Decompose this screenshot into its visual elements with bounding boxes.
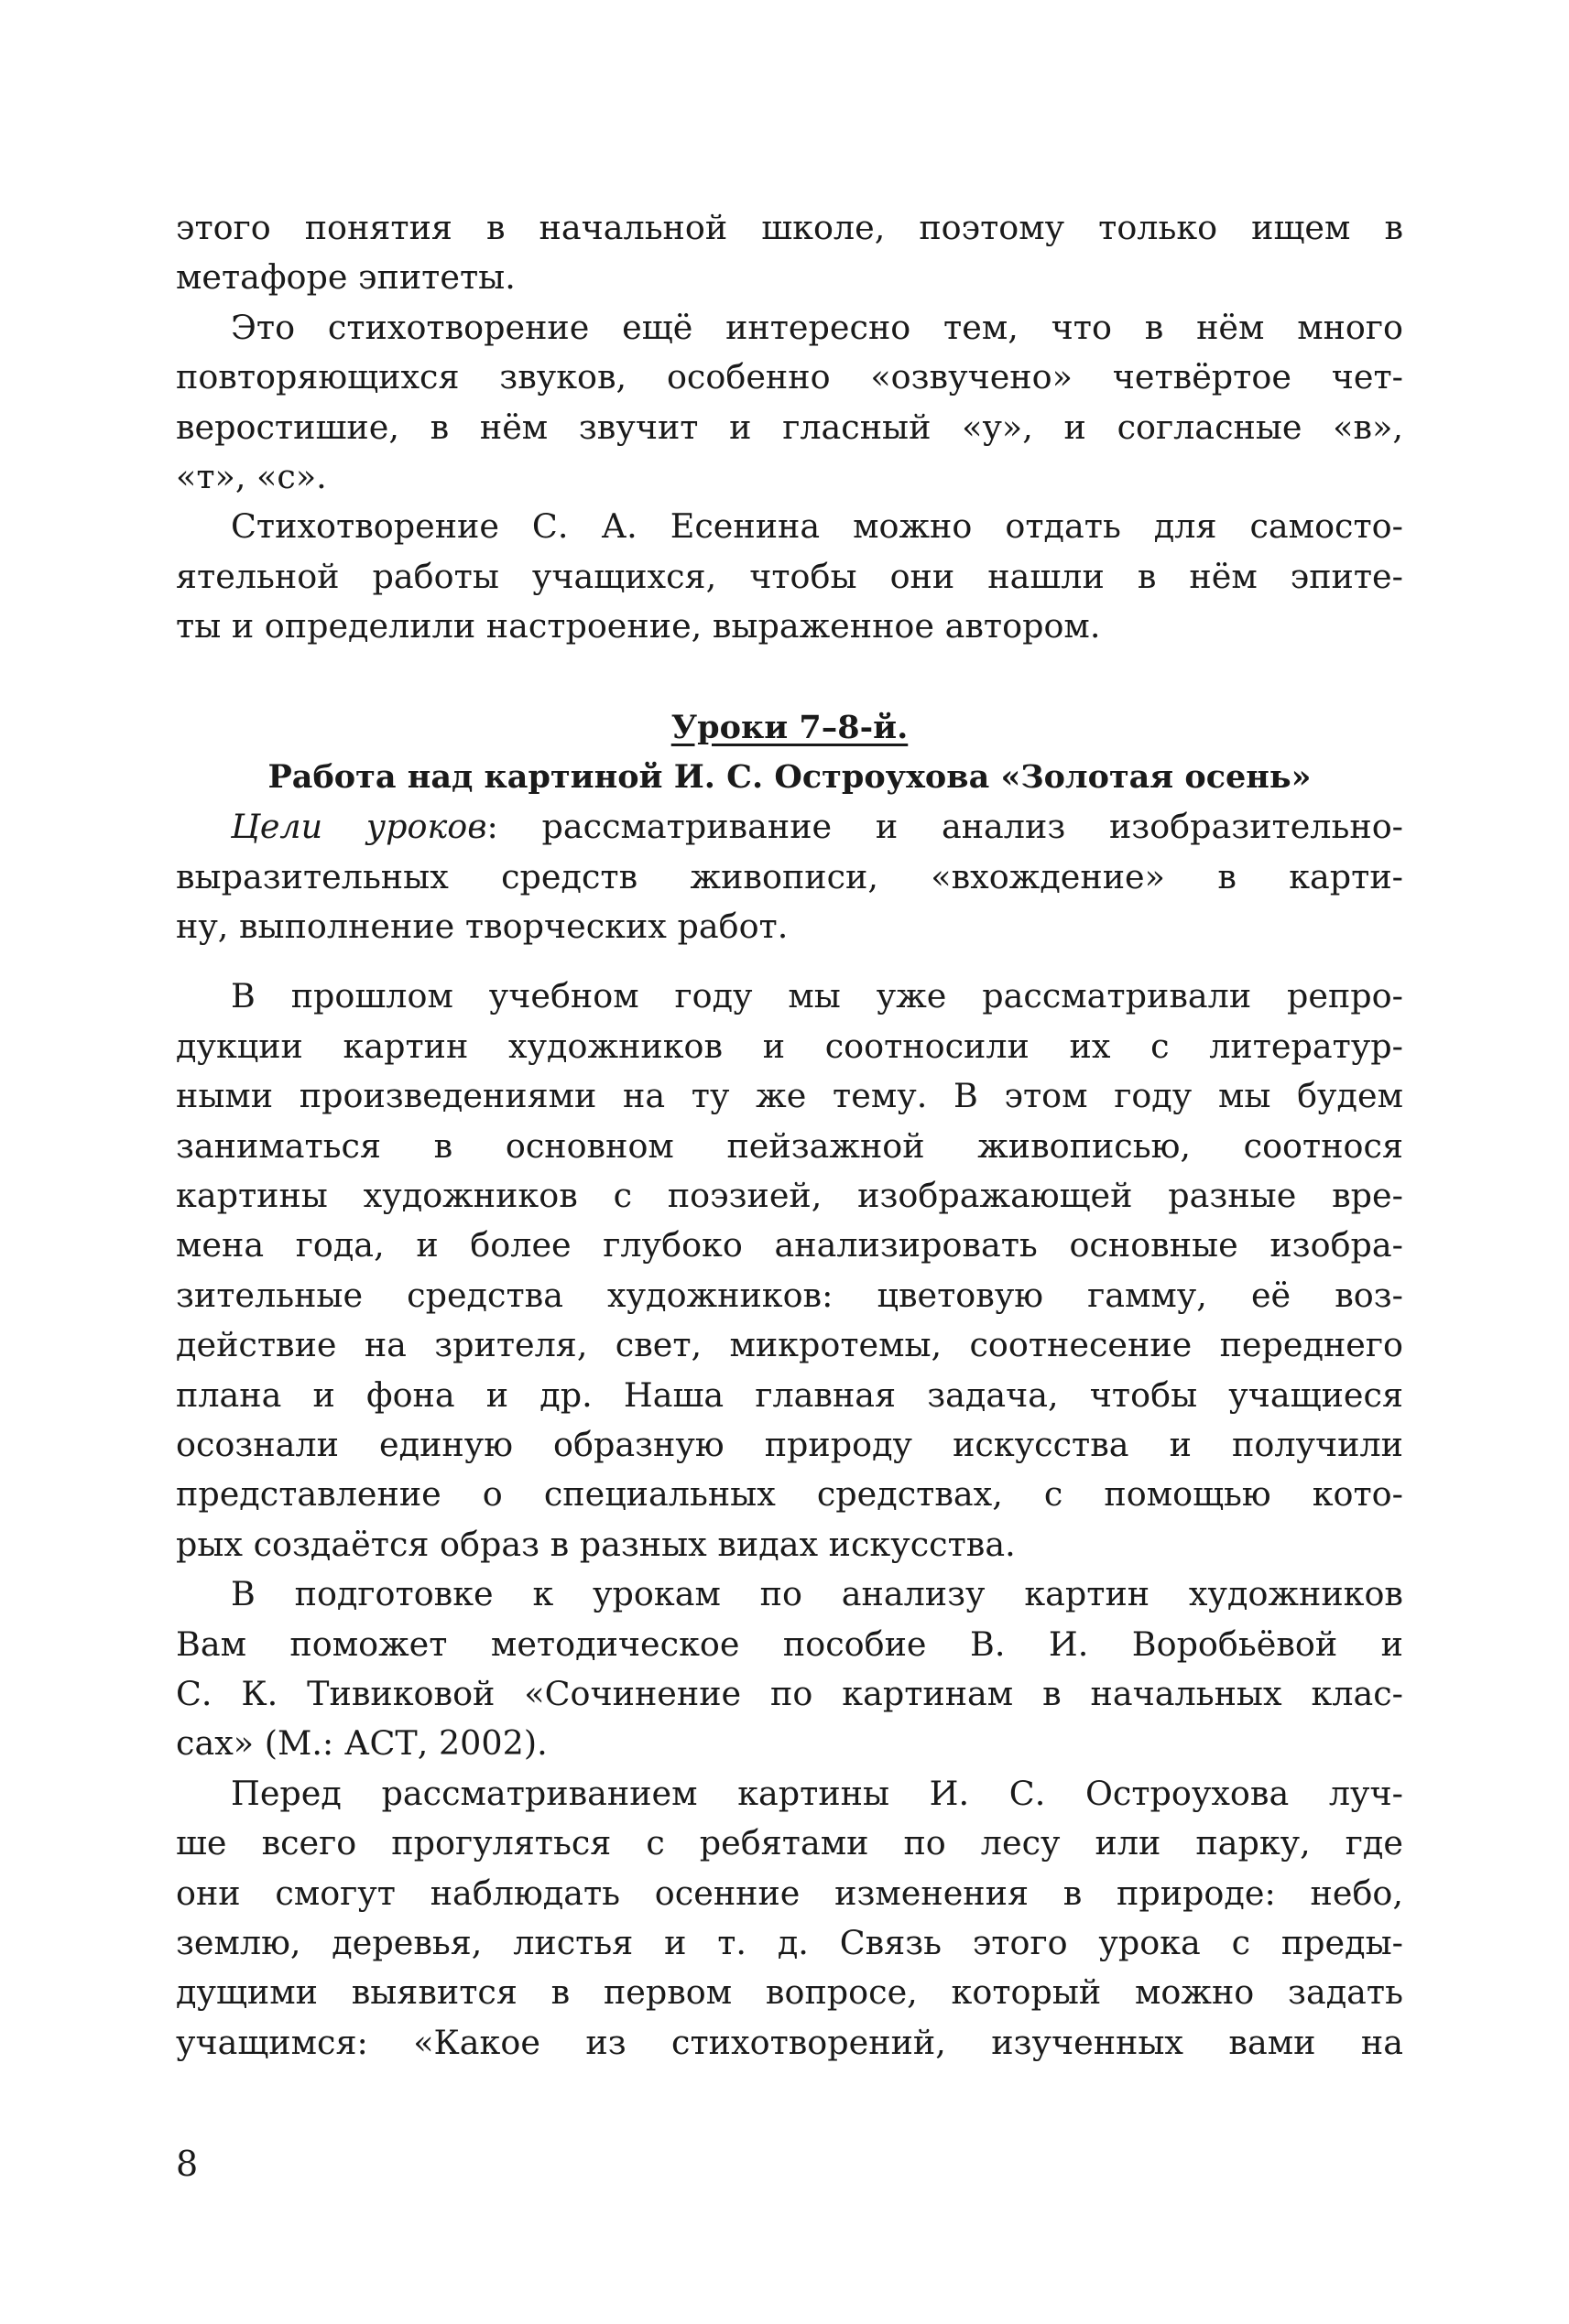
text-line: Перед рассматриванием картины И. С. Остроухова луч- xyxy=(231,1773,1403,1813)
lesson-heading xyxy=(176,703,1403,753)
paragraph-4 xyxy=(176,972,1403,1569)
text-line: сах» (М.: АСТ, 2002). xyxy=(176,1723,548,1764)
text-line: веростишие, в нём звучит и гласный «у», и согласные «в», xyxy=(176,407,1403,447)
text-line: выразительных средств живописи, «вхождение» в карти- xyxy=(176,856,1403,896)
text-line: повторяющихся звуков, особенно «озвучено» четвёртое чет- xyxy=(176,357,1403,397)
text-line: плана и фона и др. Наша главная задача, чтобы учащиеся xyxy=(176,1374,1403,1415)
text-line: дущими выявится в первом вопросе, который можно задать xyxy=(176,1972,1403,2013)
text-line: мена года, и более глубоко анализировать основные изобра- xyxy=(176,1225,1403,1265)
text-line: «т», «с». xyxy=(176,456,327,496)
page-number: 8 xyxy=(176,2144,199,2184)
text-line: В прошлом учебном году мы уже рассматривали репро- xyxy=(231,976,1403,1016)
goals-text: : рассматривание и анализ изобразительно- xyxy=(486,807,1404,847)
text-line: представление о специальных средствах, с помощью кото- xyxy=(176,1474,1403,1515)
text-line: ты и определили настроение, выраженное автором. xyxy=(176,606,1101,646)
text-line: Это стихотворение ещё интересно тем, что в нём много xyxy=(231,307,1403,347)
text-line: они смогут наблюдать осенние изменения в природе: небо, xyxy=(176,1873,1403,1913)
paragraph-5 xyxy=(176,1569,1403,1769)
text-line: ятельной работы учащихся, чтобы они нашли в нём эпите- xyxy=(176,556,1403,596)
text-line: учащимся: «Какое из стихотворений, изученных вами на xyxy=(176,2022,1403,2062)
text-line: В подготовке к урокам по анализу картин художников xyxy=(231,1574,1403,1614)
paragraph-6 xyxy=(176,1769,1403,2068)
text-line: осознали единую образную природу искусства и получили xyxy=(176,1424,1403,1464)
text-line: этого понятия в начальной школе, поэтому только ищем в xyxy=(176,208,1403,247)
page-body xyxy=(176,203,1403,2068)
text-line xyxy=(176,802,1403,852)
lesson-title: Работа над картиной И. С. Остроухова «Золотая осень» xyxy=(267,757,1312,796)
text-line: С. К. Тивиковой «Сочинение по картинам в начальных клас- xyxy=(176,1673,1403,1713)
paragraph-3 xyxy=(176,502,1403,651)
text-line: действие на зрителя, свет, микротемы, соотнесение переднего xyxy=(176,1325,1403,1365)
paragraph-1 xyxy=(176,203,1403,303)
lesson-number: Уроки 7–8-й. xyxy=(670,708,909,746)
text-line: Стихотворение С. А. Есенина можно отдать для самосто- xyxy=(231,506,1403,547)
goals-label: Цели уроков xyxy=(231,807,487,847)
text-line: Вам поможет методическое пособие В. И. Воробьёвой и xyxy=(176,1624,1403,1664)
text-line: рых создаётся образ в разных видах искусства. xyxy=(176,1524,1016,1564)
text-line: ну, выполнение творческих работ. xyxy=(176,907,789,947)
text-line: картины художников с поэзией, изображающей разные вре- xyxy=(176,1176,1403,1216)
text-line: дукции картин художников и соотносили их с литератур- xyxy=(176,1026,1403,1066)
text-line: ше всего прогуляться с ребятами по лесу или парку, где xyxy=(176,1823,1403,1863)
paragraph-2 xyxy=(176,303,1403,503)
text-line: зительные средства художников: цветовую гамму, её воз- xyxy=(176,1275,1403,1315)
text-line: метафоре эпитеты. xyxy=(176,257,516,298)
text-line: заниматься в основном пейзажной живописью, соотнося xyxy=(176,1125,1403,1166)
lesson-goals xyxy=(176,802,1403,951)
text-line: землю, деревья, листья и т. д. Связь этого урока с преды- xyxy=(176,1922,1403,1962)
text-line: ными произведениями на ту же тему. В этом году мы будем xyxy=(176,1076,1403,1116)
